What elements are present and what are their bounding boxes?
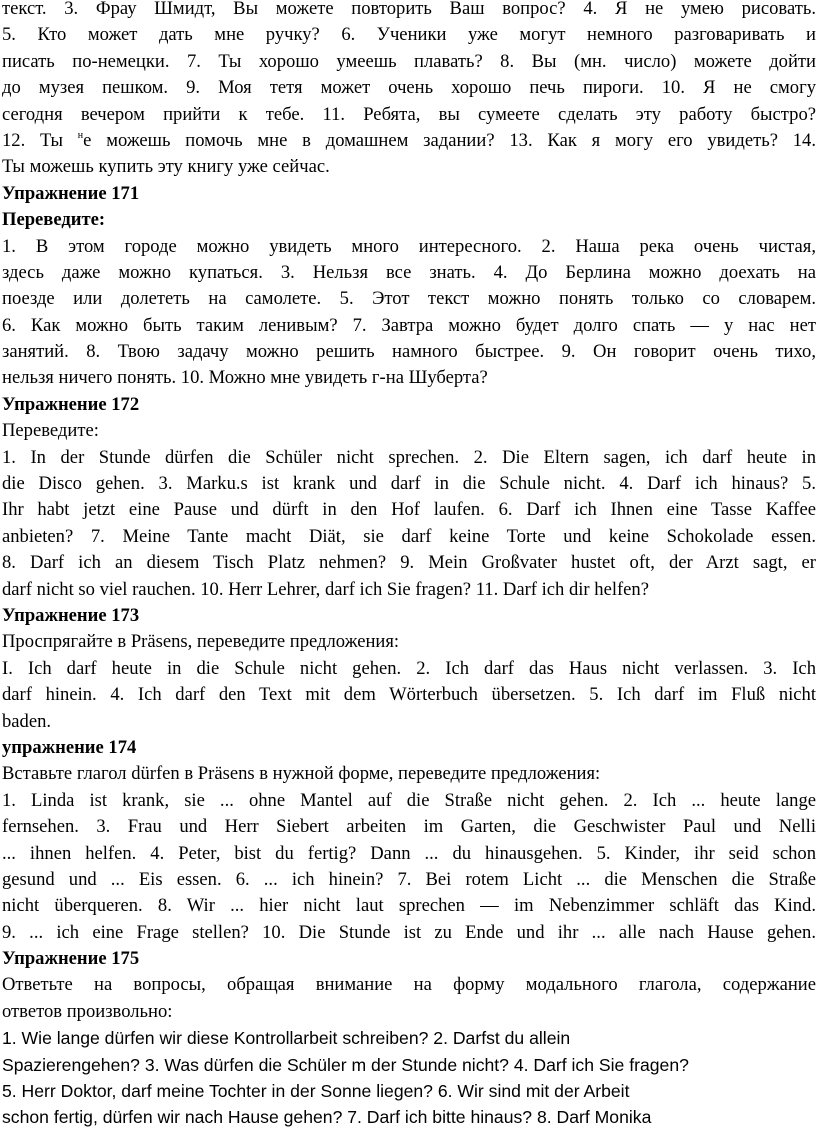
exercise-instruction: Переведите: bbox=[2, 209, 106, 231]
text-line: 5. Кто может дать мне ручку? 6. Ученики уже могут немного разговаривать и bbox=[2, 24, 816, 46]
text-line: 9. ... ich eine Frage stellen? 10. Die Stunde ist zu Ende und ihr ... alle nach Hause gehen. bbox=[2, 921, 816, 943]
text-line: 1. In der Stunde dürfen die Schüler nicht sprechen. 2. Die Eltern sagen, ich darf heute in bbox=[2, 446, 816, 468]
exercise-instruction: Переведите: bbox=[2, 420, 99, 442]
text-line: darf hinein. 4. Ich darf den Text mit dem Wörterbuch übersetzen. 5. Ich darf im Fluß nicht bbox=[2, 684, 816, 706]
text-line: Ты можешь купить эту книгу уже сейчас. bbox=[2, 156, 330, 178]
text-line: darf nicht so viel rauchen. 10. Herr Lehrer, darf ich Sie fragen? 11. Darf ich dir helfen? bbox=[2, 578, 649, 600]
exercise-heading: Упражнение 173 bbox=[2, 604, 140, 626]
superscript-letter: н bbox=[77, 129, 84, 141]
text-line: Spazierengehen? 3. Was dürfen die Schüler m der Stunde nicht? 4. Darf ich Sie fragen? bbox=[2, 1054, 689, 1075]
text-line: schon fertig, dürfen wir nach Hause gehen? 7. Darf ich bitte hinaus? 8. Darf Monika bbox=[2, 1107, 652, 1128]
continued-paragraph bbox=[2, 0, 816, 181]
exercise-heading: Упражнение 175 bbox=[2, 948, 140, 970]
text-line: писать по-немецки. 7. Ты хорошо умеешь плавать? 8. Вы (мн. число) можете дойти bbox=[2, 50, 816, 72]
text-line: die Disco gehen. 3. Marku.s ist krank und darf in die Schule nicht. 4. Darf ich hinaus? 5. bbox=[2, 473, 816, 495]
exercise-175 bbox=[2, 946, 816, 1131]
exercise-instruction: Ответьте на вопросы, обращая внимание на форму модального глагола, содержание bbox=[2, 974, 816, 996]
exercise-heading: упражнение 174 bbox=[2, 736, 137, 758]
text-line: ... ihnen helfen. 4. Peter, bist du fertig? Dann ... du hinausgehen. 5. Kinder, ihr seid schon bbox=[2, 842, 816, 864]
text-line: anbieten? 7. Meine Tante macht Diät, sie darf keine Torte und keine Schokolade essen. bbox=[2, 525, 816, 547]
text-line: 8. Darf ich an diesem Tisch Platz nehmen? 9. Mein Großvater hustet oft, der Arzt sagt, er bbox=[2, 552, 816, 574]
exercise-172 bbox=[2, 392, 816, 603]
exercise-171 bbox=[2, 181, 816, 392]
exercise-instruction: Проспрягайте в Präsens, переведите предложения: bbox=[2, 631, 400, 653]
text-line: сегодня вечером прийти к тебе. 11. Ребята, вы сумеете сделать эту работу быстро? bbox=[2, 103, 816, 125]
text-fragment: е можешь помочь мне в домашнем задании? 13. Как я могу его увидеть? 14. bbox=[83, 129, 816, 151]
text-line: 1. Linda ist krank, sie ... ohne Mantel auf die Straße nicht gehen. 2. Ich ... heute lange bbox=[2, 789, 816, 811]
exercise-instruction: Вставьте глагол dürfen в Präsens в нужной форме, переведите предложения: bbox=[2, 763, 601, 785]
text-line: baden. bbox=[2, 710, 52, 732]
text-line: до музея пешком. 9. Моя тетя может очень хорошо печь пироги. 10. Я не смогу bbox=[2, 77, 816, 99]
exercise-heading: Упражнение 172 bbox=[2, 393, 140, 415]
text-line: поезде или долететь на самолете. 5. Этот текст можно понять только со словарем. bbox=[2, 288, 816, 310]
text-fragment: 12. Ты bbox=[2, 129, 78, 151]
text-line: 6. Как можно быть таким ленивым? 7. Завтра можно будет долго спать — у нас нет bbox=[2, 314, 816, 336]
text-line bbox=[2, 128, 816, 154]
text-line: I. Ich darf heute in die Schule nicht gehen. 2. Ich darf das Haus nicht verlassen. 3. Ich bbox=[2, 657, 816, 679]
text-line: 1. Wie lange dürfen wir diese Kontrollarbeit schreiben? 2. Darfst du allein bbox=[2, 1028, 571, 1049]
text-line: 5. Herr Doktor, darf meine Tochter in der Sonne liegen? 6. Wir sind mit der Arbeit bbox=[2, 1081, 630, 1102]
text-line: nicht überqueren. 8. Wir ... hier nicht laut sprechen — im Nebenzimmer schläft das Kind. bbox=[2, 895, 816, 917]
exercise-heading: Упражнение 171 bbox=[2, 182, 140, 204]
exercise-instruction: ответов произвольно: bbox=[2, 1000, 173, 1022]
text-line: нельзя ничего понять. 10. Можно мне увидеть г-на Шуберта? bbox=[2, 367, 488, 389]
text-line: занятий. 8. Твою задачу можно решить намного быстрее. 9. Он говорит очень тихо, bbox=[2, 341, 816, 363]
text-line: здесь даже можно купаться. 3. Нельзя все знать. 4. До Берлина можно доехать на bbox=[2, 261, 816, 283]
text-line: 1. В этом городе можно увидеть много интересного. 2. Наша река очень чистая, bbox=[2, 235, 816, 257]
text-line: Ihr habt jetzt eine Pause und dürft in den Hof laufen. 6. Darf ich Ihnen eine Tasse Kaffee bbox=[2, 499, 816, 521]
exercise-173 bbox=[2, 603, 816, 735]
text-line: gesund und ... Eis essen. 6. ... ich hinein? 7. Bei rotem Licht ... die Menschen die Straße bbox=[2, 868, 816, 890]
text-line: текст. 3. Фрау Шмидт, Вы можете повторить Ваш вопрос? 4. Я не умею рисовать. bbox=[2, 0, 816, 19]
text-line: fernsehen. 3. Frau und Herr Siebert arbeiten im Garten, die Geschwister Paul und Nelli bbox=[2, 816, 816, 838]
exercise-174 bbox=[2, 735, 816, 946]
